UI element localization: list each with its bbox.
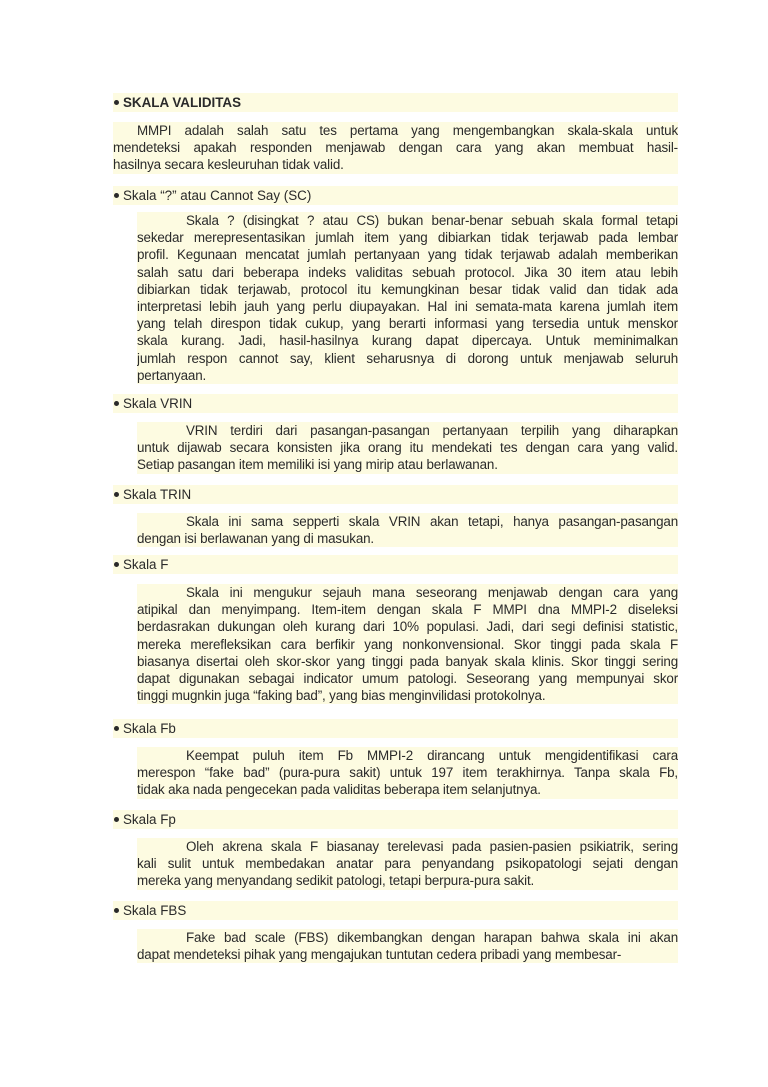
section-heading (113, 555, 678, 574)
text-line: dengan isi berlawanan yang di masukan. (137, 530, 678, 547)
main-heading (113, 93, 678, 112)
section-heading (113, 719, 678, 738)
section-title: Skala F (123, 557, 169, 572)
text-line: Fake bad scale (FBS) dikembangkan dengan harapan bahwa skala ini akan (137, 929, 678, 946)
text-line: yang telah direspon tidak cukup, yang berarti informasi yang tersedia untuk menskor (137, 316, 678, 332)
text-line: mereka merefleksikan cara berfikir yang nonkonvensional. Skor tinggi pada skala F (137, 636, 678, 652)
text-line: VRIN terdiri dari pasangan-pasangan pertanyaan terpilih yang diharapkan (137, 422, 678, 439)
text-line: salah satu dari beberapa indeks validitas sebuah protocol. Jika 30 item atau lebih (137, 264, 678, 280)
section-title: Skala Fb (123, 721, 176, 736)
text-line: dibiarkan tidak terjawab, protocol itu kemungkinan besar tidak valid dan tidak ada (137, 281, 678, 297)
text-line: Oleh akrena skala F biasanay terelevasi pada pasien-pasien psikiatrik, sering (137, 838, 678, 855)
bullet-icon (114, 562, 119, 567)
bullet-icon (114, 401, 119, 406)
text-line: profil. Kegunaan mencatat jumlah pertanyaan yang tidak terjawab adalah memberikan (137, 247, 678, 263)
text-line: biasanya disertai oleh skor-skor yang tinggi pada banyak skala klinis. Skor tinggi sering (137, 653, 678, 669)
text-line: merespon “fake bad” (pura-pura sakit) untuk 197 item terakhirnya. Tanpa skala Fb, (137, 765, 678, 781)
text-line: Keempat puluh item Fb MMPI-2 dirancang untuk mengidentifikasi cara (137, 747, 678, 764)
text-line: mereka yang menyandang sedikit patologi, tetapi berpura-pura sakit. (137, 872, 678, 889)
text-line: atipikal dan menyimpang. Item-item dengan skala F MMPI dna MMPI-2 diseleksi (137, 602, 678, 618)
section-heading (113, 186, 678, 205)
section-paragraph (137, 212, 678, 384)
bullet-icon (114, 726, 119, 731)
text-line: pertanyaan. (137, 367, 678, 384)
text-line: skala kurang. Jadi, hasil-hasilnya kurang dapat dipercaya. Untuk meminimalkan (137, 333, 678, 349)
section-heading (113, 810, 678, 829)
section-paragraph (137, 929, 678, 963)
text-line: tidak aka nada pengecekan pada validitas beberapa item selanjutnya. (137, 781, 678, 798)
bullet-icon (114, 100, 119, 105)
section-paragraph (137, 747, 678, 799)
text-line: jumlah respon cannot say, klient seharusnya di dorong untuk menjawab seluruh (137, 350, 678, 366)
bullet-icon (114, 193, 119, 198)
text-line: Skala ? (disingkat ? atau CS) bukan benar-benar sebuah skala formal tetapi (137, 212, 678, 229)
text-line: MMPI adalah salah satu tes pertama yang mengembangkan skala-skala untuk (113, 122, 678, 139)
section-title: Skala Fp (123, 812, 176, 827)
section-paragraph (137, 513, 678, 547)
text-line: berdasrakan dukungan oleh kurang dari 10% populasi. Jadi, dari segi definisi statistic, (137, 619, 678, 635)
section-title: Skala TRIN (123, 487, 192, 502)
section-heading (113, 394, 678, 413)
section-heading (113, 485, 678, 504)
section-paragraph (137, 584, 678, 704)
text-line: hasilnya secara kesleuruhan tidak valid. (113, 156, 678, 173)
section-title: Skala FBS (123, 903, 187, 918)
text-line: untuk dijawab secara konsisten jika orang itu mendekati tes dengan cara yang valid. (137, 440, 678, 456)
text-line: dapat mendeteksi pihak yang mengajukan tuntutan cedera pribadi yang membesar- (137, 946, 678, 963)
bullet-icon (114, 817, 119, 822)
text-line: sekedar merepresentasikan jumlah item yang dibiarkan tidak terjawab pada lembar (137, 230, 678, 246)
section-title: Skala “?” atau Cannot Say (SC) (123, 188, 312, 203)
section-paragraph (137, 838, 678, 890)
bullet-icon (114, 908, 119, 913)
bullet-icon (114, 492, 119, 497)
section-title: Skala VRIN (123, 396, 193, 411)
text-line: interpretasi lebih jauh yang perlu diupayakan. Hal ini semata-mata karena jumlah item (137, 298, 678, 314)
section-heading (113, 901, 678, 920)
text-line: kali sulit untuk membedakan anatar para penyandang psikopatologi sejati dengan (137, 856, 678, 872)
heading-text: SKALA VALIDITAS (123, 95, 242, 110)
text-line: tinggi mugnkin juga “faking bad”, yang bias menginvilidasi protokolnya. (137, 687, 678, 704)
text-line: Setiap pasangan item memiliki isi yang mirip atau berlawanan. (137, 456, 678, 473)
text-line: mendeteksi apakah responden menjawab dengan cara yang akan membuat hasil- (113, 140, 678, 156)
text-line: dapat digunakan sebagai indicator umum patologi. Seseorang yang mempunyai skor (137, 670, 678, 686)
text-line: Skala ini mengukur sejauh mana seseorang menjawab dengan cara yang (137, 584, 678, 601)
section-paragraph (137, 422, 678, 474)
text-line: Skala ini sama sepperti skala VRIN akan tetapi, hanya pasangan-pasangan (137, 513, 678, 530)
intro-paragraph (113, 122, 678, 174)
